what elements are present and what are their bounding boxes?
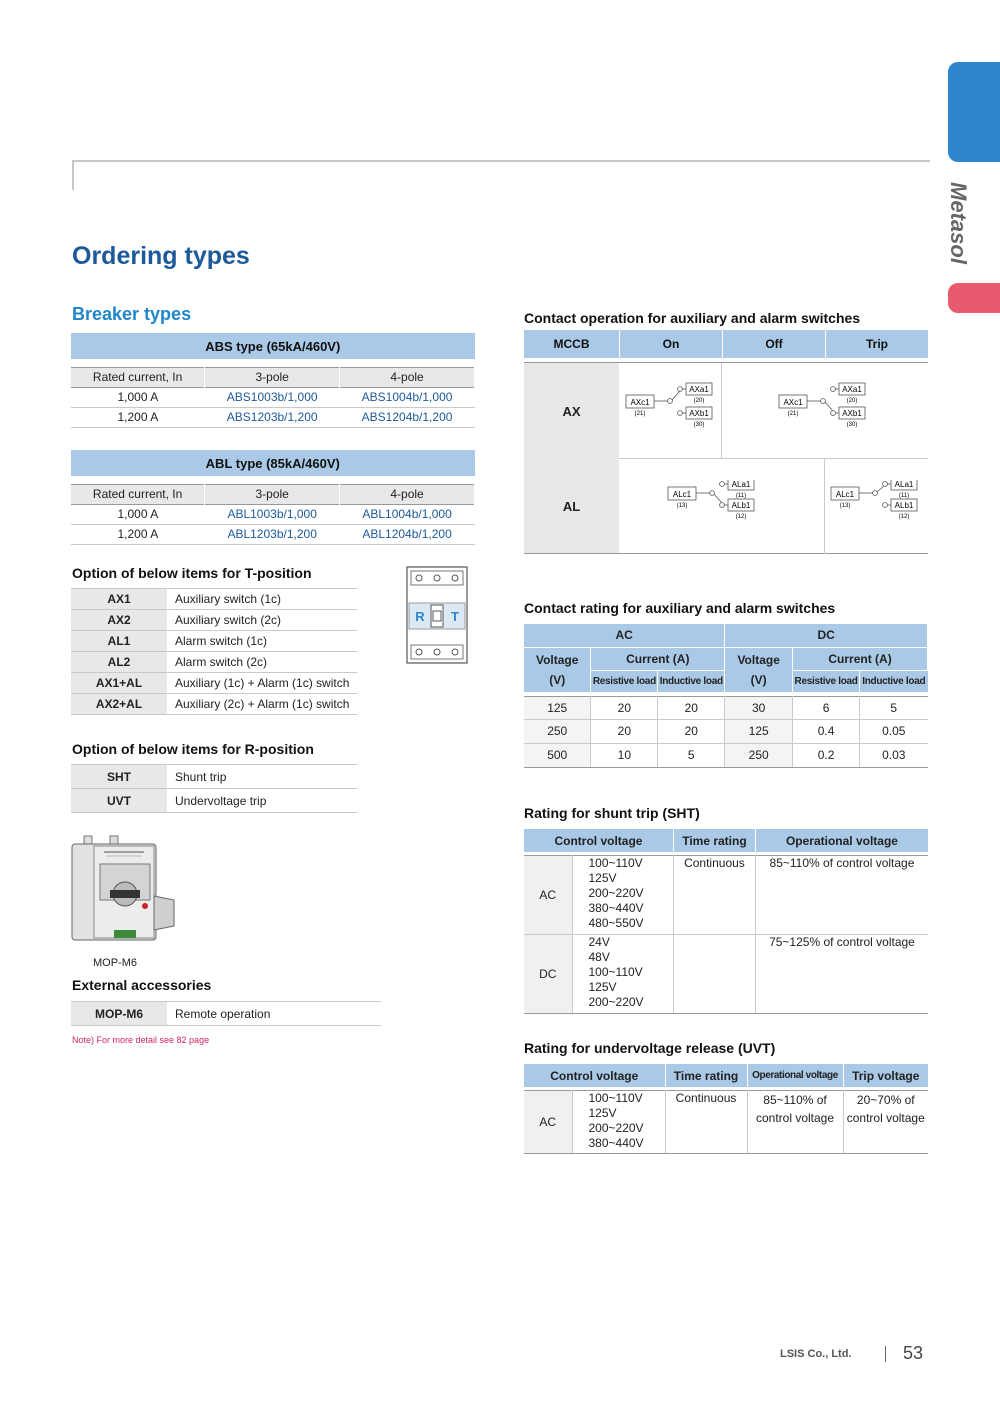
table-row: [71, 673, 357, 694]
cell: AL1: [71, 631, 167, 652]
al-on-contact-diagram: [666, 480, 766, 540]
cell: AX2: [71, 610, 167, 631]
cell: 0.2: [793, 743, 860, 767]
cell: ABS1204b/1,200: [340, 407, 475, 427]
table-row: [71, 789, 357, 813]
ax-off-common-num: (21): [787, 411, 799, 417]
ax-on-upper: AXa1: [689, 385, 709, 394]
side-tab-blue: [948, 62, 1000, 162]
cell: AL2: [71, 652, 167, 673]
col-trip: Trip: [826, 330, 928, 358]
ax-off-upper-num: (20): [846, 398, 858, 404]
ax-off-common: AXc1: [783, 398, 803, 407]
dc-resistive-header: Resistive load: [793, 670, 860, 692]
cell: 0.03: [860, 743, 928, 767]
cell: 125: [524, 696, 591, 719]
cell: UVT: [71, 789, 167, 813]
al-on-common-num: (13): [676, 503, 688, 509]
cell: 500: [524, 743, 591, 767]
col-mccb: MCCB: [524, 330, 619, 358]
abs-col-rated: Rated current, In: [71, 367, 205, 387]
mop-caption: MOP-M6: [93, 957, 137, 969]
cell: AX2+AL: [71, 694, 167, 715]
cell: 5: [658, 743, 725, 767]
ax-off-contact-diagram: [777, 382, 877, 442]
dc-inductive-header: Inductive load: [860, 670, 928, 692]
cell: 75~125% of control voltage: [755, 934, 928, 1013]
cell: Alarm switch (1c): [167, 631, 357, 652]
table-row: [71, 652, 357, 673]
al-trip-upper: ALa1: [894, 480, 914, 489]
row-al-label: AL: [524, 459, 619, 554]
top-rule-corner: [72, 160, 74, 190]
col-off: Off: [723, 330, 825, 358]
table-row: [71, 765, 357, 789]
r-position-table: [71, 764, 357, 813]
ac-voltage-header: Voltage (V): [524, 647, 591, 692]
row-ax-label: AX: [524, 363, 619, 459]
cell: 0.05: [860, 719, 928, 743]
table-row: [524, 743, 928, 767]
motor-operator-image: [70, 834, 180, 946]
cell: AX1+AL: [71, 673, 167, 694]
cell: ABL1003b/1,000: [205, 504, 340, 524]
al-on-upper: ALa1: [731, 480, 751, 489]
shunt-dc-voltages: 24V 48V 100~110V 125V 200~220V: [572, 934, 673, 1013]
cell: AX1: [71, 589, 167, 610]
ax-off-lower-num: (30): [846, 422, 858, 428]
uvt-col-op: Operational voltage: [747, 1064, 843, 1087]
abl-col-rated: Rated current, In: [71, 484, 205, 504]
cell: ABL1004b/1,000: [340, 504, 475, 524]
contact-operation-title: Contact operation for auxiliary and alarm switches: [524, 310, 861, 326]
table-row: [524, 855, 928, 934]
table-row: [71, 610, 357, 631]
t-position-table: [71, 588, 357, 715]
ac-current-header: Current (A): [591, 647, 725, 670]
cell: ABS1004b/1,000: [340, 387, 475, 407]
al-trip-contact-diagram: [829, 480, 929, 540]
cell: 5: [860, 696, 928, 719]
cell: SHT: [71, 765, 167, 789]
cell: 1,200 A: [71, 524, 205, 544]
cell: Shunt trip: [167, 765, 357, 789]
table-row: [524, 934, 928, 1013]
cell: 10: [591, 743, 658, 767]
shunt-title: Rating for shunt trip (SHT): [524, 805, 700, 821]
cell: 85~110% of control voltage: [755, 855, 928, 934]
shunt-table: [524, 829, 928, 1014]
uvt-col-time: Time rating: [665, 1064, 747, 1087]
table-row: [71, 504, 475, 524]
cell: Alarm switch (2c): [167, 652, 357, 673]
al-on-lower-num: (12): [735, 514, 747, 520]
cell: 30: [725, 696, 793, 719]
cell: AC: [524, 1090, 572, 1153]
uvt-trip-cell: 20~70% of control voltage: [843, 1090, 928, 1153]
table-row: [71, 524, 475, 544]
cell: 0.4: [793, 719, 860, 743]
breaker-position-diagram: [405, 565, 469, 665]
cell: Continuous: [673, 855, 755, 934]
ax-on-contact-diagram: [624, 382, 724, 442]
dc-voltage-header: Voltage (V): [725, 647, 793, 692]
uvt-table: [524, 1064, 928, 1154]
table-row: [71, 407, 475, 427]
cell: MOP-M6: [71, 1002, 167, 1026]
abs-col-3pole: 3-pole: [205, 367, 340, 387]
al-trip-common: ALc1: [835, 490, 855, 499]
top-rule: [72, 160, 930, 162]
ac-header: AC: [524, 624, 725, 647]
shunt-col-time: Time rating: [673, 829, 755, 852]
al-trip-lower: ALb1: [894, 501, 914, 510]
al-on-upper-num: (11): [735, 493, 747, 499]
cell: Auxiliary switch (2c): [167, 610, 357, 631]
al-trip-common-num: (13): [839, 503, 851, 509]
cell: ABL1203b/1,200: [205, 524, 340, 544]
table-row: [71, 589, 357, 610]
page-title: Ordering types: [72, 242, 250, 270]
table-row: [524, 719, 928, 743]
cell: ABL1204b/1,200: [340, 524, 475, 544]
cell: 6: [793, 696, 860, 719]
r-label: R: [415, 609, 425, 624]
al-trip-lower-num: (12): [898, 514, 910, 520]
brand-label: Metasol: [946, 182, 971, 264]
table-row: [71, 694, 357, 715]
table-row: [71, 1002, 381, 1026]
breaker-types-title: Breaker types: [72, 304, 192, 324]
cell: 250: [524, 719, 591, 743]
ax-on-common-num: (21): [634, 411, 646, 417]
cell: Auxiliary switch (1c): [167, 589, 357, 610]
cell: 20: [591, 696, 658, 719]
abl-col-4pole: 4-pole: [340, 484, 475, 504]
al-trip-upper-num: (11): [898, 493, 910, 499]
uvt-col-control: Control voltage: [524, 1064, 665, 1087]
cell: 20: [591, 719, 658, 743]
col-on: On: [620, 330, 722, 358]
page-number: 53: [903, 1343, 924, 1363]
abl-col-3pole: 3-pole: [205, 484, 340, 504]
accessories-table: [71, 1001, 381, 1026]
cell: 1,000 A: [71, 504, 205, 524]
note: Note) For more detail see 82 page: [72, 1035, 210, 1045]
cell: AC: [524, 855, 572, 934]
cell: Undervoltage trip: [167, 789, 357, 813]
contact-operation-table: [524, 330, 928, 554]
ax-on-lower: AXb1: [689, 409, 709, 418]
cell: ABS1003b/1,000: [205, 387, 340, 407]
shunt-col-control: Control voltage: [524, 829, 673, 852]
uvt-col-trip: Trip voltage: [843, 1064, 928, 1087]
ax-off-lower: AXb1: [842, 409, 862, 418]
cell: 250: [725, 743, 793, 767]
uvt-ac-voltages: 100~110V 125V 200~220V 380~440V: [572, 1090, 665, 1153]
shunt-ac-voltages: 100~110V 125V 200~220V 380~440V 480~550V: [572, 855, 673, 934]
uvt-op-cell: 85~110% of control voltage: [747, 1090, 843, 1153]
cell: 20: [658, 696, 725, 719]
cell: 20: [658, 719, 725, 743]
uvt-title: Rating for undervoltage release (UVT): [524, 1040, 776, 1056]
abs-header: ABS type (65kA/460V): [71, 333, 475, 359]
cell: 1,200 A: [71, 407, 205, 427]
t-position-title: Option of below items for T-position: [72, 565, 312, 581]
ax-on-lower-num: (30): [693, 422, 705, 428]
cell: DC: [524, 934, 572, 1013]
abl-table: [71, 450, 475, 545]
ac-resistive-header: Resistive load: [591, 670, 658, 692]
ac-inductive-header: Inductive load: [658, 670, 725, 692]
abs-table: [71, 333, 475, 428]
cell: 1,000 A: [71, 387, 205, 407]
r-position-title: Option of below items for R-position: [72, 741, 314, 757]
table-row: [71, 387, 475, 407]
side-tab-red: [948, 283, 1000, 313]
table-row: [71, 631, 357, 652]
dc-current-header: Current (A): [793, 647, 928, 670]
al-on-lower: ALb1: [731, 501, 751, 510]
footer-company: LSIS Co., Ltd.: [780, 1348, 852, 1360]
table-row: [524, 696, 928, 719]
cell: Auxiliary (2c) + Alarm (1c) switch: [167, 694, 357, 715]
abl-header: ABL type (85kA/460V): [71, 450, 475, 476]
contact-rating-title: Contact rating for auxiliary and alarm switches: [524, 600, 836, 616]
cell: Continuous: [665, 1090, 747, 1153]
cell: 125: [725, 719, 793, 743]
footer-separator: [885, 1346, 886, 1362]
table-row: [524, 1090, 928, 1153]
cell: ABS1203b/1,200: [205, 407, 340, 427]
ax-on-common: AXc1: [630, 398, 650, 407]
cell: Remote operation: [167, 1002, 381, 1026]
contact-rating-table: [524, 624, 928, 768]
cell: Auxiliary (1c) + Alarm (1c) switch: [167, 673, 357, 694]
dc-header: DC: [725, 624, 928, 647]
abs-col-4pole: 4-pole: [340, 367, 475, 387]
cell: [673, 934, 755, 1013]
ax-off-upper: AXa1: [842, 385, 862, 394]
t-label: T: [451, 609, 459, 624]
shunt-col-op: Operational voltage: [755, 829, 928, 852]
ax-on-upper-num: (20): [693, 398, 705, 404]
al-on-common: ALc1: [672, 490, 692, 499]
accessories-title: External accessories: [72, 977, 212, 993]
